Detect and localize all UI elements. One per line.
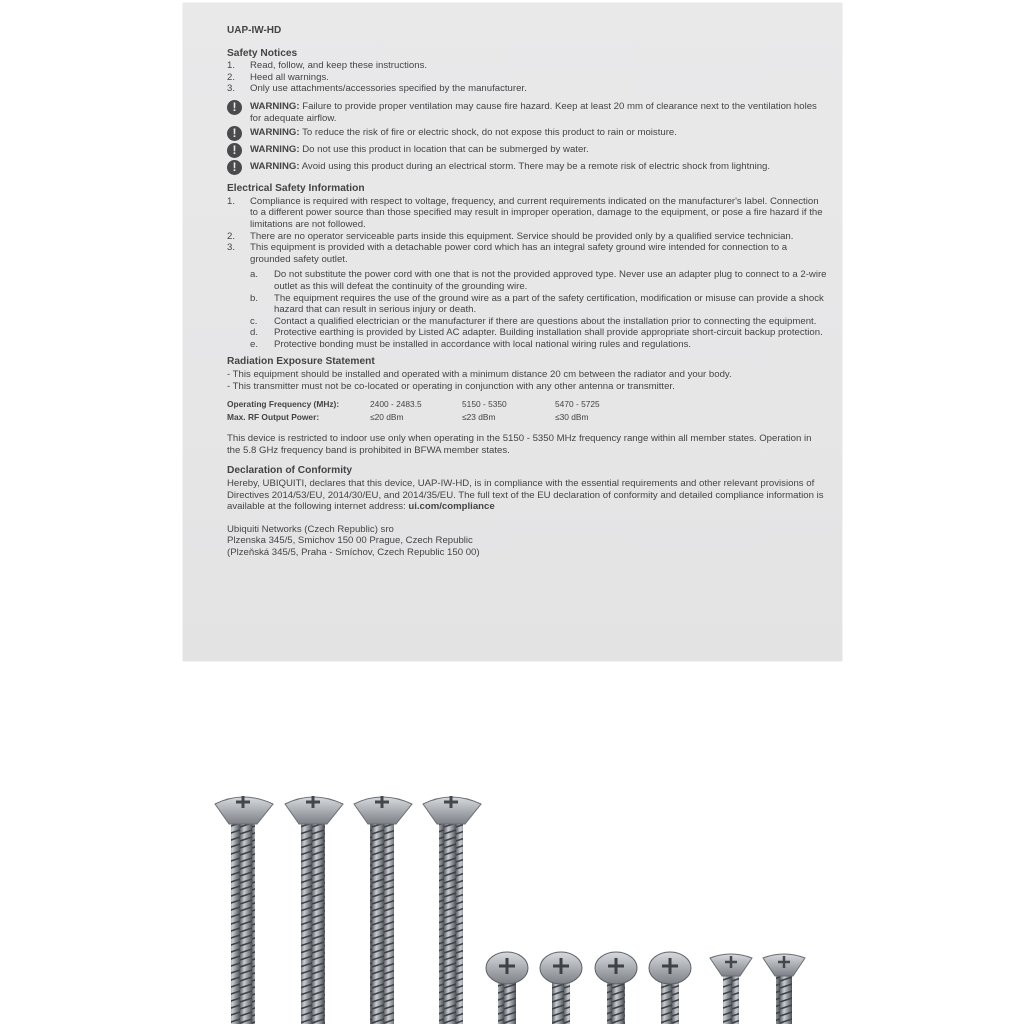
sub-list-item: e. Protective bonding must be installed in accordance with local national wiring rules and regulations. — [250, 338, 692, 350]
warning-notice: ! WARNING: To reduce the risk of fire or electric shock, do not expose this product to rain or moisture. — [227, 127, 827, 141]
power-label: Max. RF Output Power: — [227, 412, 320, 423]
screw-icon — [423, 796, 481, 1024]
power-value: ≤20 dBm — [370, 412, 404, 423]
list-item: 2. Heed all warnings. — [227, 71, 329, 83]
warning-icon: ! — [227, 100, 242, 115]
sub-list-item: a. Do not substitute the power cord with one that is not the provided approved type. Never use an adapter plug to connect to a 2-wire outlet as this will defeat the continuity of the grounding wire. — [250, 269, 827, 292]
compliance-link[interactable]: ui.com/compliance — [408, 501, 495, 513]
freq-value: 5150 - 5350 — [462, 399, 507, 410]
address-block — [227, 524, 827, 559]
freq-value: 2400 - 2483.5 — [370, 399, 422, 410]
document-content — [227, 25, 827, 559]
list-item: 2. There are no operator serviceable parts inside this equipment. Service should be provided only by a qualified service technician. — [227, 230, 794, 242]
screw-icon — [595, 952, 637, 1024]
warning-notice: ! WARNING: Avoid using this product during an electrical storm. There may be a remote risk of electric shock from lightning. — [227, 161, 827, 175]
radiation-title: Radiation Exposure Statement — [227, 356, 375, 368]
screw-icon — [649, 952, 691, 1024]
screw-icon — [285, 796, 343, 1024]
indoor-note: This device is restricted to indoor use only when operating in the 5150 - 5350 MHz frequency range within all member states. Operation in the 5.8 GHz frequency band is prohibited in BFWA member states. — [227, 433, 812, 456]
power-value: ≤23 dBm — [462, 412, 496, 423]
frequency-table — [227, 398, 827, 424]
freq-value: 5470 - 5725 — [555, 399, 600, 410]
screw-icon — [486, 952, 528, 1024]
model-number: UAP-IW-HD — [227, 25, 282, 36]
address-line: (Plzeňská 345/5, Praha - Smíchov, Czech Republic 150 00) — [227, 547, 480, 558]
warning-icon: ! — [227, 160, 242, 175]
sub-list-item: c. Contact a qualified electrician or the manufacturer if there are questions about the installation prior to connecting the equipment. — [250, 315, 817, 327]
declaration-text: Hereby, UBIQUITI, declares that this device, UAP-IW-HD, is in compliance with the essential requirements and other relevant provisions of Directives 2014/53/EU, 2014/30/EU, and 2014/35/EU. The full text of the EU declaration of conformity and detailed compliance information is available at the following internet address: ui.com/compliance — [227, 478, 824, 513]
list-item: 3. This equipment is provided with a detachable power cord which has an integral safety ground wire intended for connection to a grounded safety outlet. — [227, 242, 788, 265]
screw-set — [0, 780, 1024, 1024]
screw-icon — [710, 954, 752, 1024]
sub-list-item: b. The equipment requires the use of the ground wire as a part of the safety certification, modification or misuse can provide a shock hazard that can result in serious injury or death. — [250, 292, 824, 316]
warning-notice: ! WARNING: Failure to provide proper ventilation may cause fire hazard. Keep at least 20 mm of clearance next to the ventilation holes for adequate airflow. — [227, 101, 827, 124]
screw-icon — [763, 954, 805, 1024]
warning-icon: ! — [227, 126, 242, 141]
warning-notice: ! WARNING: Do not use this product in location that can be submerged by water. — [227, 144, 827, 158]
freq-label: Operating Frequency (MHz): — [227, 399, 340, 410]
warning-icon: ! — [227, 143, 242, 158]
electrical-safety-title: Electrical Safety Information — [227, 183, 365, 195]
radiation-line: - This transmitter must not be co-located or operating in conjunction with any other antenna or transmitter. — [227, 380, 675, 392]
screw-icon — [540, 952, 582, 1024]
sub-list-item: d. Protective earthing is provided by Listed AC adapter. Building installation shall provide appropriate short-circuit backup protection. — [250, 327, 823, 339]
screw-icon — [215, 796, 273, 1024]
declaration-title: Declaration of Conformity — [227, 465, 353, 477]
list-item: 1. Compliance is required with respect to voltage, frequency, and current requirements indicated on the manufacturer's label. Connection to a different power source than those specified may result in improper operation, damage to the equipment, or pose a fire hazard if the limitations are not followed. — [227, 195, 823, 230]
radiation-line: - This equipment should be installed and operated with a minimum distance 20 cm between the radiator and your body. — [227, 369, 732, 381]
safety-list — [227, 60, 827, 95]
address-line: Ubiquiti Networks (Czech Republic) sro — [227, 523, 394, 535]
list-item: 1. Read, follow, and keep these instructions. — [227, 60, 428, 72]
power-value: ≤30 dBm — [555, 412, 589, 423]
list-item: 3. Only use attachments/accessories specified by the manufacturer. — [227, 83, 527, 95]
instruction-sheet — [183, 3, 842, 661]
address-line: Plzenska 345/5, Smichov 150 00 Prague, Czech Republic — [227, 535, 473, 547]
screw-icon — [354, 796, 412, 1024]
safety-notices-title: Safety Notices — [227, 47, 298, 59]
